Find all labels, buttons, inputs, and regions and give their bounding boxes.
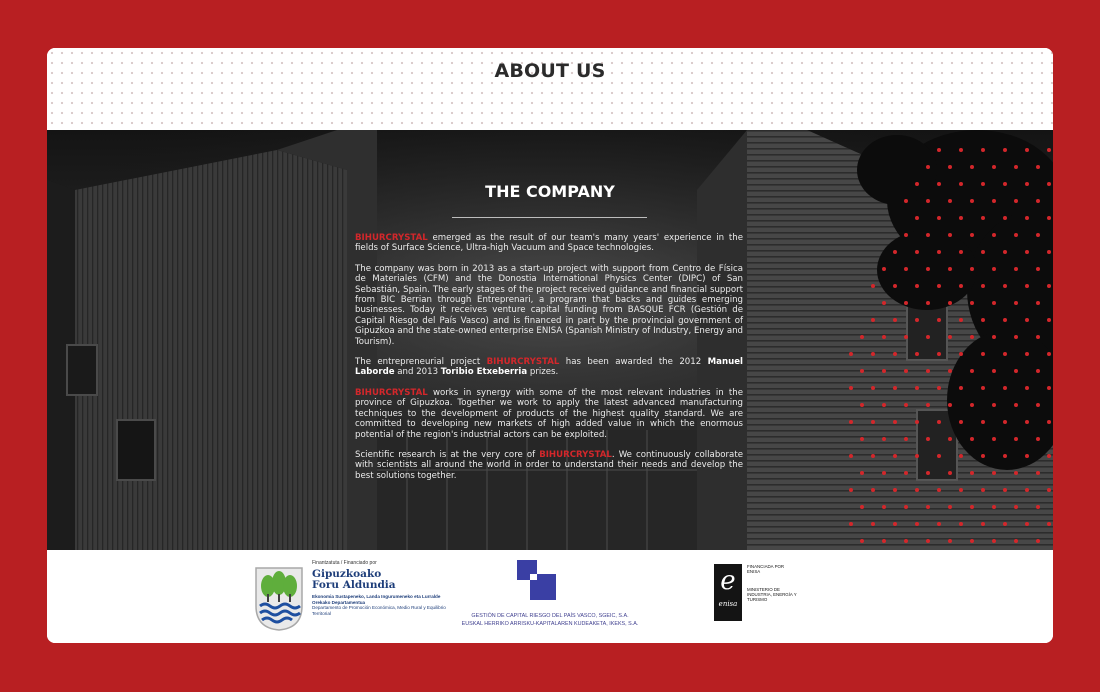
red-dot — [1003, 284, 1007, 288]
red-dot — [882, 505, 886, 509]
red-dot — [992, 403, 996, 407]
red-dot — [926, 335, 930, 339]
red-dot — [926, 471, 930, 475]
red-dot — [981, 148, 985, 152]
red-dot — [926, 165, 930, 169]
red-dot — [959, 522, 963, 526]
red-dot — [1036, 233, 1040, 237]
gipuzkoa-department: Ekonomia Sustapeneko, Landa Ingurumeneko eta Lurralde Orekako Departamentua Departamento de Promoción Económica, Medio Rural y Equilibrio Territorial — [312, 594, 446, 616]
red-dot — [937, 488, 941, 492]
red-dot — [860, 471, 864, 475]
paragraph-research: Scientific research is at the very core of BIHURCRYSTAL. We continuously collaborate with scientists all around the world in order to understand their needs and develop the best solutions together. — [355, 449, 743, 481]
red-dot — [926, 301, 930, 305]
red-dot — [948, 403, 952, 407]
red-dot — [937, 454, 941, 458]
red-dot — [1025, 522, 1029, 526]
red-dot — [970, 505, 974, 509]
enisa-e-icon: e enisa — [714, 564, 742, 621]
financed-by-label: Finantzatuta / Financiado por — [312, 560, 377, 566]
red-dot — [915, 454, 919, 458]
enisa-logo[interactable] — [712, 562, 802, 632]
red-dot — [1003, 454, 1007, 458]
red-dot — [937, 420, 941, 424]
red-dot — [882, 369, 886, 373]
red-dot — [1036, 437, 1040, 441]
red-dot — [937, 250, 941, 254]
title-divider — [452, 217, 647, 218]
red-dot — [849, 386, 853, 390]
red-dot — [1003, 488, 1007, 492]
paragraph-awards: The entrepreneurial project BIHURCRYSTAL has been awarded the 2012 Manuel Laborde and 2013 Toribio Etxeberria prizes. — [355, 357, 743, 378]
red-dot — [1047, 250, 1051, 254]
red-dot — [1047, 386, 1051, 390]
red-dot — [1036, 301, 1040, 305]
red-dot — [1025, 250, 1029, 254]
red-dot — [893, 352, 897, 356]
red-dot — [860, 369, 864, 373]
red-dot — [948, 165, 952, 169]
red-dot — [882, 539, 886, 543]
red-dot — [904, 369, 908, 373]
red-dot — [959, 148, 963, 152]
red-dot — [893, 318, 897, 322]
red-dot — [981, 318, 985, 322]
brand-name: BIHURCRYSTAL — [539, 449, 612, 460]
red-dot — [915, 522, 919, 526]
red-dot — [1003, 420, 1007, 424]
page-title: ABOUT US — [494, 60, 606, 82]
red-dot — [1036, 539, 1040, 543]
red-dot — [948, 437, 952, 441]
red-dot — [1047, 420, 1051, 424]
red-dot — [937, 386, 941, 390]
red-dot — [904, 403, 908, 407]
red-dot — [981, 386, 985, 390]
brand-name: BIHURCRYSTAL — [355, 233, 428, 243]
award-manuel-laborde: Manuel Laborde — [355, 357, 743, 378]
company-description — [355, 233, 743, 491]
red-dot — [1003, 352, 1007, 356]
red-dot — [992, 471, 996, 475]
red-dot — [904, 437, 908, 441]
red-dot — [970, 471, 974, 475]
red-dot — [1025, 420, 1029, 424]
red-dot — [860, 505, 864, 509]
red-dot — [959, 250, 963, 254]
red-dot — [948, 539, 952, 543]
red-dot — [992, 539, 996, 543]
red-dot — [860, 335, 864, 339]
red-dot — [904, 505, 908, 509]
red-dot — [915, 420, 919, 424]
red-dot — [948, 301, 952, 305]
red-dot — [871, 284, 875, 288]
red-dot — [1025, 488, 1029, 492]
red-dot — [871, 522, 875, 526]
red-dot — [1047, 454, 1051, 458]
red-dot — [871, 318, 875, 322]
red-dot — [1014, 267, 1018, 271]
company-hero — [47, 130, 1053, 550]
red-dot — [849, 454, 853, 458]
red-dot — [1014, 233, 1018, 237]
red-dot — [937, 318, 941, 322]
red-dot — [959, 216, 963, 220]
red-dot — [904, 233, 908, 237]
basque-square-icon — [517, 560, 557, 602]
red-dot — [871, 420, 875, 424]
red-dot — [981, 522, 985, 526]
red-dot — [904, 335, 908, 339]
red-dot — [1047, 522, 1051, 526]
red-dot — [926, 437, 930, 441]
red-dot — [981, 488, 985, 492]
red-dot — [970, 369, 974, 373]
red-dot — [915, 386, 919, 390]
red-dot — [1036, 335, 1040, 339]
gipuzkoa-shield-icon — [254, 566, 304, 632]
red-dot — [981, 250, 985, 254]
red-dot — [849, 522, 853, 526]
gipuzkoa-name: Gipuzkoako Foru Aldundia — [312, 568, 396, 591]
red-dot — [970, 301, 974, 305]
red-dot — [1003, 148, 1007, 152]
red-dot — [992, 267, 996, 271]
basque-company-name: GESTIÓN DE CAPITAL RIESGO DEL PAÍS VASCO, SGEIC, S.A. EUSKAL HERRIKO ARRISKU-KAPITALAREN KUDEAKETA, IKEKS, S.A. — [461, 613, 639, 627]
red-dot — [948, 505, 952, 509]
red-dot — [970, 233, 974, 237]
enisa-financed-label: FINANCIADA POR ENISA — [747, 564, 785, 574]
red-dot — [1036, 165, 1040, 169]
red-dot — [981, 284, 985, 288]
sponsors-footer — [47, 550, 1053, 643]
red-dot — [860, 403, 864, 407]
basque-fcr-logo[interactable] — [460, 560, 640, 640]
red-dot — [882, 267, 886, 271]
red-dot — [1047, 488, 1051, 492]
red-dot — [937, 148, 941, 152]
red-dot — [992, 505, 996, 509]
red-dot — [915, 216, 919, 220]
red-dot — [915, 318, 919, 322]
red-dot — [926, 233, 930, 237]
red-dot — [882, 437, 886, 441]
red-dot — [1025, 386, 1029, 390]
red-dot — [1036, 403, 1040, 407]
enisa-ministry-label: MINISTERIO DE INDUSTRIA, ENERGÍA Y TURISMO — [747, 587, 797, 602]
paragraph-history: The company was born in 2013 as a start-up project with support from Centro de Física de Materiales (CFM) and the Donostia International Physics Center (DIPC) of San Sebastián, Spain. The early stages of the project received guidance and financial support from BIC Berrian through Entreprenari, a program that backs and guides emerging businesses. Today it receives venture capital funding from BASQUE FCR (Gestión de Capital Riesgo del País Vasco) and is financed in part by the provincial government of Gipuzkoa and the state-owned enterprise ENISA (Spanish Ministry of Industry, Energy and Tourism). — [355, 263, 743, 347]
red-dot — [1003, 522, 1007, 526]
brand-name: BIHURCRYSTAL — [486, 357, 560, 368]
red-dot — [948, 267, 952, 271]
red-dot — [882, 471, 886, 475]
red-dot — [970, 539, 974, 543]
red-dot — [893, 250, 897, 254]
red-dot — [959, 284, 963, 288]
red-dot — [893, 522, 897, 526]
red-dot — [915, 284, 919, 288]
red-dot — [871, 454, 875, 458]
red-dot — [981, 454, 985, 458]
red-dot — [1036, 505, 1040, 509]
red-dot — [882, 301, 886, 305]
red-dot — [893, 420, 897, 424]
red-dot — [959, 386, 963, 390]
red-dot — [948, 233, 952, 237]
red-dot — [948, 471, 952, 475]
red-dot — [1014, 369, 1018, 373]
red-dot — [926, 539, 930, 543]
red-dot — [1025, 318, 1029, 322]
red-dot — [992, 165, 996, 169]
red-dot — [904, 471, 908, 475]
about-card — [47, 48, 1053, 643]
section-title: THE COMPANY — [485, 182, 615, 201]
red-dot — [915, 352, 919, 356]
award-toribio-etxeberria: Toribio Etxeberria — [440, 367, 528, 378]
red-dot — [893, 386, 897, 390]
red-dot — [915, 488, 919, 492]
red-dot — [1025, 216, 1029, 220]
red-dot — [1014, 471, 1018, 475]
red-dot — [970, 335, 974, 339]
red-dot — [1003, 250, 1007, 254]
red-dot — [959, 454, 963, 458]
red-dot — [1014, 301, 1018, 305]
red-dot — [937, 216, 941, 220]
red-dot — [1014, 505, 1018, 509]
red-dot — [849, 420, 853, 424]
red-dot — [1014, 437, 1018, 441]
red-dot — [882, 335, 886, 339]
red-dot — [970, 403, 974, 407]
red-dot — [970, 267, 974, 271]
red-dot — [893, 454, 897, 458]
red-dot — [860, 437, 864, 441]
red-dot — [948, 335, 952, 339]
red-dot — [959, 420, 963, 424]
red-dot — [904, 539, 908, 543]
red-dot — [871, 488, 875, 492]
brand-name: BIHURCRYSTAL — [355, 387, 428, 398]
red-dot — [1003, 386, 1007, 390]
red-dot — [937, 522, 941, 526]
paragraph-origin: BIHURCRYSTAL emerged as the result of our team's many years' experience in the fields of Surface Science, Ultra-high Vacuum and Space technologies. — [355, 233, 743, 254]
red-dot — [992, 335, 996, 339]
red-dot — [1047, 318, 1051, 322]
red-dot — [1047, 352, 1051, 356]
red-dot — [915, 250, 919, 254]
red-dot — [970, 165, 974, 169]
red-dot — [992, 369, 996, 373]
red-dot — [882, 403, 886, 407]
paragraph-synergy: BIHURCRYSTAL works in synergy with some of the most relevant industries in the province of Gipuzkoa. Together we work to apply the latest advanced manufacturing techniques to the development of products of the highest quality standard. We are committed to developing new markets of high added value in which the enormous potential of the region's industrial actors can be exploited. — [355, 387, 743, 440]
red-dot — [1014, 539, 1018, 543]
red-dot — [981, 352, 985, 356]
gipuzkoa-logo[interactable] — [254, 560, 444, 640]
red-dot — [992, 233, 996, 237]
red-dot — [959, 488, 963, 492]
red-dot — [893, 488, 897, 492]
red-dot — [1047, 284, 1051, 288]
red-dot — [937, 284, 941, 288]
red-dot — [1003, 318, 1007, 322]
red-dot — [959, 352, 963, 356]
red-dot — [1025, 352, 1029, 356]
red-dot — [849, 352, 853, 356]
red-dot — [926, 403, 930, 407]
red-dot — [937, 352, 941, 356]
red-dot — [871, 352, 875, 356]
red-dot — [1036, 471, 1040, 475]
red-dot — [904, 301, 908, 305]
red-dot — [1014, 165, 1018, 169]
red-dot — [904, 267, 908, 271]
red-dot — [1025, 454, 1029, 458]
red-dot — [1047, 216, 1051, 220]
red-dot — [1047, 148, 1051, 152]
red-dot — [981, 216, 985, 220]
red-dot — [1003, 216, 1007, 220]
red-dot — [926, 505, 930, 509]
red-dot — [926, 369, 930, 373]
red-dot — [860, 539, 864, 543]
red-dot — [981, 420, 985, 424]
red-dot — [992, 437, 996, 441]
red-dot — [1025, 148, 1029, 152]
red-dot — [1014, 403, 1018, 407]
red-dot — [1036, 267, 1040, 271]
red-dot — [849, 488, 853, 492]
red-dot — [970, 437, 974, 441]
red-dot — [1025, 284, 1029, 288]
red-dot — [893, 284, 897, 288]
red-dot — [871, 386, 875, 390]
red-dot — [926, 267, 930, 271]
header-band — [47, 48, 1053, 130]
red-dot — [1014, 335, 1018, 339]
red-dot — [992, 301, 996, 305]
red-dot — [948, 369, 952, 373]
red-dot — [1036, 369, 1040, 373]
red-dot — [959, 318, 963, 322]
